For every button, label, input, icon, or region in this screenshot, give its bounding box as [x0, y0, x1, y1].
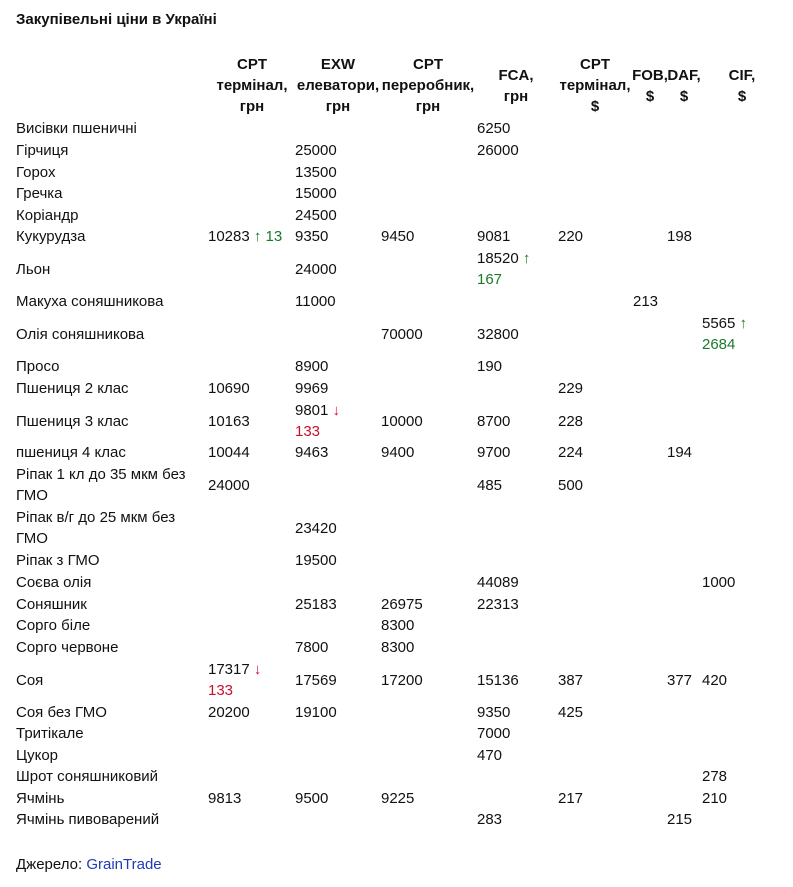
cell-c2	[295, 378, 328, 399]
column-header-line: CPT	[413, 56, 443, 73]
row-label	[16, 745, 58, 766]
row-label	[16, 356, 59, 377]
cell-c4	[477, 702, 510, 723]
cell-value: 17569	[295, 671, 337, 689]
cell-c5	[558, 788, 583, 809]
row-label-line: Ріпак в/г до 25 мкм без	[16, 509, 176, 526]
cell-c2	[295, 550, 337, 571]
cell-c3	[381, 594, 423, 615]
table-row	[0, 702, 793, 723]
cell-c5	[558, 378, 583, 399]
cell-value: 9801 ↓	[295, 402, 341, 419]
row-label	[16, 615, 90, 636]
table-row	[0, 162, 793, 183]
cell-value: 198	[667, 228, 693, 245]
cell-c1	[208, 226, 282, 247]
row-label	[16, 378, 129, 399]
column-header-line: EXW	[320, 56, 356, 73]
cell-c2	[295, 670, 337, 691]
cell-c3	[381, 411, 423, 432]
column-header-line: FCA,	[498, 67, 534, 84]
cell-c5	[558, 226, 583, 247]
cell-c4	[477, 411, 510, 432]
row-label-line: Тритікале	[16, 725, 84, 742]
cell-value: 470	[477, 747, 503, 764]
row-label-line: Висівки пшеничні	[16, 120, 137, 137]
row-label	[16, 259, 50, 280]
row-label-line: Горох	[16, 164, 56, 181]
row-label	[16, 594, 87, 615]
table-row	[0, 809, 793, 830]
arrow-up-icon: ↑ 13	[253, 228, 283, 245]
cell-value: 9450	[381, 228, 415, 245]
column-header-line: елеватори,	[296, 77, 380, 94]
row-label-line: ГМО	[16, 487, 48, 504]
row-label-line: Соняшник	[16, 596, 87, 613]
cell-value: 32800	[477, 325, 519, 343]
row-label-line: Макуха соняшникова	[16, 293, 164, 310]
row-label-line: Соя без ГМО	[16, 704, 107, 721]
cell-value: 5565 ↑	[702, 315, 748, 332]
cell-value: 17200	[381, 671, 423, 689]
column-header-line: DAF,	[667, 67, 701, 84]
cell-value: 26975	[381, 596, 423, 613]
row-label-line: пшениця 4 клас	[16, 444, 126, 461]
column-header-c8	[682, 65, 793, 107]
cell-c5	[558, 670, 583, 691]
column-header-line: CPT	[237, 56, 267, 73]
cell-value: 9969	[295, 380, 329, 397]
row-label-line: Гірчиця	[16, 142, 69, 159]
cell-c4	[477, 572, 519, 593]
table-row	[0, 550, 793, 571]
cell-c2	[295, 442, 328, 463]
cell-c4	[477, 140, 519, 161]
cell-c7	[667, 226, 692, 247]
cell-c4	[477, 248, 530, 290]
cell-value: 25183	[295, 596, 337, 613]
cell-c8	[702, 788, 727, 809]
table-row	[0, 659, 793, 701]
cell-value: 425	[558, 704, 584, 721]
cell-c1	[208, 411, 250, 432]
cell-value: 26000	[477, 142, 519, 159]
cell-c3	[381, 615, 414, 636]
cell-value: 10044	[208, 444, 250, 461]
row-label-line: Коріандр	[16, 207, 79, 224]
cell-c2	[295, 226, 328, 247]
cell-c3	[381, 442, 414, 463]
row-label	[16, 140, 68, 161]
cell-value: 224	[558, 444, 584, 461]
row-label	[16, 464, 185, 506]
cell-c8	[702, 766, 727, 787]
table-row	[0, 313, 793, 355]
cell-c5	[558, 442, 583, 463]
row-label-line: Ріпак з ГМО	[16, 552, 100, 569]
cell-c2	[295, 356, 328, 377]
cell-c1	[208, 378, 250, 399]
row-label-line: Пшениця 2 клас	[16, 380, 129, 397]
column-header-line: грн	[239, 98, 265, 115]
table-row	[0, 572, 793, 593]
cell-c4	[477, 356, 502, 377]
cell-value: 22313	[477, 596, 519, 613]
cell-c8	[702, 670, 727, 691]
cell-value: 9350	[295, 228, 329, 245]
row-label	[16, 226, 85, 247]
row-label	[16, 670, 43, 691]
table-row	[0, 788, 793, 809]
column-header-line: термінал,	[216, 77, 288, 94]
cell-value: 8300	[381, 617, 415, 634]
cell-c4	[477, 226, 510, 247]
cell-value: 17317 ↓	[208, 661, 262, 678]
row-label-line: Кукурудза	[16, 228, 86, 245]
source-line	[16, 854, 162, 875]
cell-c1	[208, 788, 241, 809]
row-label	[16, 702, 107, 723]
row-label	[16, 637, 118, 658]
column-header-line: CIF,	[728, 67, 756, 84]
page-title: Закупівельні ціни в Україні	[16, 11, 217, 28]
cell-c2	[295, 788, 328, 809]
table-row	[0, 226, 793, 247]
cell-value: 420	[702, 671, 728, 689]
cell-value: 10163	[208, 412, 250, 430]
cell-value: 10000	[381, 412, 423, 430]
cell-c6	[633, 291, 658, 312]
arrow-up-icon: ↑	[522, 250, 531, 267]
table-row	[0, 615, 793, 636]
cell-c4	[477, 475, 502, 496]
cell-c1	[208, 702, 250, 723]
table-row	[0, 400, 793, 442]
table-row	[0, 766, 793, 787]
cell-value: 24000	[295, 260, 337, 278]
table-row	[0, 205, 793, 226]
cell-c2	[295, 291, 336, 312]
cell-value: 25000	[295, 142, 337, 159]
table-row	[0, 356, 793, 377]
cell-value: 44089	[477, 574, 519, 591]
row-label-line: Соєва олія	[16, 574, 92, 591]
row-label	[16, 183, 63, 204]
cell-c7	[667, 670, 692, 691]
cell-c2	[295, 400, 340, 442]
cell-value: 18520 ↑	[477, 250, 531, 267]
cell-value: 10283 ↑ 13	[208, 228, 283, 245]
cell-c4	[477, 809, 502, 830]
table-row	[0, 507, 793, 549]
cell-c4	[477, 670, 519, 691]
cell-value: 133	[208, 682, 234, 699]
arrow-up-icon: ↑	[739, 315, 748, 332]
cell-value: 133	[295, 423, 321, 440]
cell-value: 229	[558, 380, 584, 397]
row-label-line: Просо	[16, 358, 60, 375]
cell-value: 19100	[295, 704, 337, 721]
row-label	[16, 766, 158, 787]
cell-value: 8300	[381, 639, 415, 656]
table-row	[0, 594, 793, 615]
column-header-line: $	[679, 88, 689, 105]
cell-value: 11000	[295, 293, 336, 310]
cell-value: 9700	[477, 444, 511, 461]
column-header-line: термінал,	[559, 77, 631, 94]
row-label-line: Сорго червоне	[16, 639, 119, 656]
cell-value: 8700	[477, 412, 511, 430]
cell-c2	[295, 140, 337, 161]
cell-value: 6250	[477, 120, 511, 137]
cell-c2	[295, 594, 337, 615]
row-label	[16, 507, 175, 549]
cell-value: 24000	[208, 476, 250, 494]
column-header-line: $	[645, 88, 655, 105]
column-header-line: $	[590, 98, 600, 115]
row-label-line: Сорго біле	[16, 617, 91, 634]
table-row	[0, 378, 793, 399]
cell-value: 9350	[477, 704, 511, 721]
cell-c4	[477, 118, 510, 139]
table-row	[0, 745, 793, 766]
row-label-line: Ріпак 1 кл до 35 мкм без	[16, 466, 186, 483]
cell-value: 24500	[295, 207, 337, 224]
cell-c2	[295, 205, 337, 226]
cell-c2	[295, 702, 337, 723]
table-row	[0, 442, 793, 463]
cell-value: 7000	[477, 725, 511, 742]
cell-c3	[381, 788, 414, 809]
cell-value: 167	[477, 271, 503, 288]
table-row	[0, 140, 793, 161]
cell-value: 228	[558, 412, 584, 430]
cell-value: 7800	[295, 639, 329, 656]
column-header-line: $	[737, 88, 747, 105]
cell-value: 9081	[477, 228, 511, 245]
row-label	[16, 809, 159, 830]
row-label	[16, 118, 137, 139]
table-row	[0, 723, 793, 744]
cell-value: 190	[477, 358, 503, 375]
cell-value: 9463	[295, 444, 329, 461]
row-label-line: Шрот соняшниковий	[16, 768, 159, 785]
table-row	[0, 183, 793, 204]
cell-c2	[295, 183, 337, 204]
cell-c7	[667, 809, 692, 830]
cell-value: 20200	[208, 704, 250, 721]
cell-c3	[381, 670, 423, 691]
cell-value: 23420	[295, 519, 337, 537]
row-label-line: Гречка	[16, 185, 63, 202]
cell-value: 9813	[208, 790, 242, 807]
cell-c3	[381, 324, 423, 345]
row-label-line: Ячмінь пивоварений	[16, 811, 160, 828]
row-label	[16, 411, 129, 432]
cell-value: 1000	[702, 574, 736, 591]
row-label-line: ГМО	[16, 530, 48, 547]
row-label-line: Пшениця 3 клас	[16, 412, 129, 430]
cell-c4	[477, 723, 510, 744]
row-label-line: Соя	[16, 671, 44, 689]
cell-c3	[381, 226, 414, 247]
cell-c1	[208, 659, 261, 701]
cell-value: 220	[558, 228, 584, 245]
row-label	[16, 205, 78, 226]
table-row	[0, 637, 793, 658]
cell-value: 15136	[477, 671, 519, 689]
cell-c5	[558, 702, 583, 723]
cell-value: 19500	[295, 552, 337, 569]
arrow-down-icon: ↓	[253, 661, 262, 678]
cell-value: 15000	[295, 185, 337, 202]
cell-c4	[477, 594, 519, 615]
cell-c4	[477, 745, 502, 766]
row-label-line: Льон	[16, 260, 51, 278]
cell-c5	[558, 411, 583, 432]
row-label	[16, 324, 144, 345]
cell-value: 10690	[208, 380, 250, 397]
cell-value: 485	[477, 476, 503, 494]
cell-c2	[295, 518, 337, 539]
cell-value: 9400	[381, 444, 415, 461]
row-label	[16, 788, 64, 809]
row-label-line: Ячмінь	[16, 790, 65, 807]
row-label	[16, 162, 55, 183]
cell-value: 500	[558, 476, 584, 494]
row-label	[16, 572, 91, 593]
cell-value: 213	[633, 293, 659, 310]
cell-value: 278	[702, 768, 728, 785]
row-label	[16, 291, 163, 312]
row-label-line: Олія соняшникова	[16, 325, 145, 343]
cell-value: 217	[558, 790, 584, 807]
cell-value: 9225	[381, 790, 415, 807]
source-link[interactable]: GrainTrade	[86, 856, 162, 873]
cell-value: 8900	[295, 358, 329, 375]
cell-value: 387	[558, 671, 584, 689]
row-label	[16, 723, 84, 744]
cell-value: 377	[667, 671, 693, 689]
cell-value: 2684	[702, 336, 736, 353]
cell-c7	[667, 442, 692, 463]
cell-c2	[295, 637, 328, 658]
row-label	[16, 442, 126, 463]
arrow-down-icon: ↓	[332, 402, 341, 419]
cell-value: 70000	[381, 325, 423, 343]
cell-c2	[295, 259, 337, 280]
cell-c4	[477, 324, 519, 345]
cell-value: 13500	[295, 164, 337, 181]
cell-c8	[702, 313, 747, 355]
cell-c2	[295, 162, 337, 183]
cell-value: 215	[667, 811, 693, 828]
source-label: Джерело:	[16, 856, 87, 873]
cell-value: 9500	[295, 790, 329, 807]
cell-c4	[477, 442, 510, 463]
cell-c1	[208, 475, 250, 496]
cell-value: 194	[667, 444, 693, 461]
column-header-line: грн	[503, 88, 529, 105]
cell-c8	[702, 572, 735, 593]
cell-c1	[208, 442, 250, 463]
table-row	[0, 291, 793, 312]
table-row	[0, 464, 793, 506]
row-label-line: Цукор	[16, 747, 59, 764]
column-header-line: грн	[325, 98, 351, 115]
row-label	[16, 550, 100, 571]
column-header-line: грн	[415, 98, 441, 115]
column-header-line: переробник,	[381, 77, 475, 94]
cell-value: 210	[702, 790, 728, 807]
cell-c5	[558, 475, 583, 496]
table-row	[0, 248, 793, 290]
column-header-line: FOB,	[632, 67, 668, 84]
column-header-line: CPT	[580, 56, 610, 73]
table-row	[0, 118, 793, 139]
cell-c3	[381, 637, 414, 658]
cell-value: 283	[477, 811, 503, 828]
